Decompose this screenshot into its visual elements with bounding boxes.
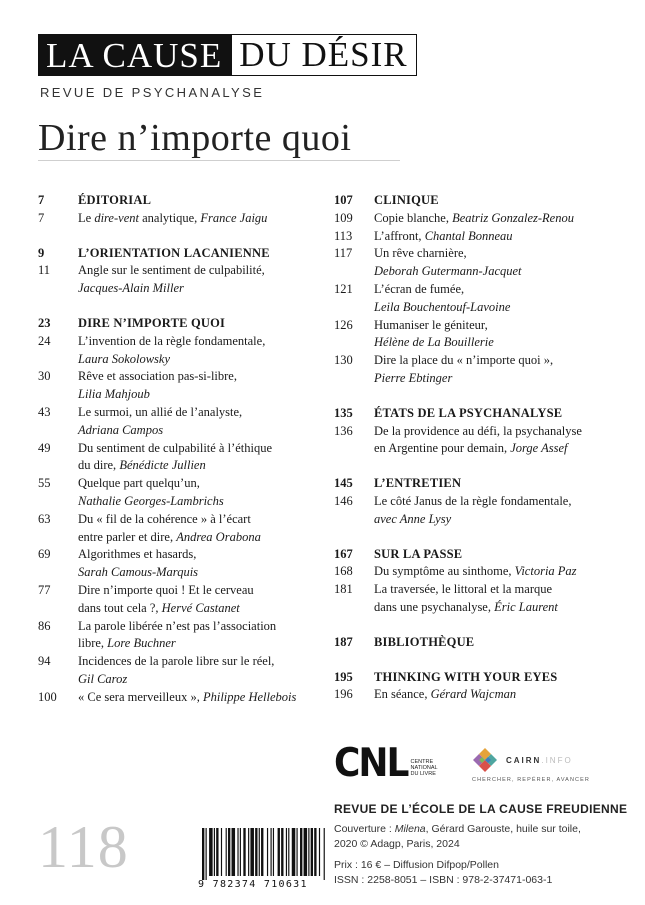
entry-text bbox=[374, 493, 630, 529]
entry-title-text: Algorithmes et hasards, bbox=[78, 547, 197, 562]
entry-title-part: analytique, bbox=[138, 210, 201, 225]
barcode-bar bbox=[214, 828, 215, 876]
masthead bbox=[38, 34, 417, 76]
barcode-bar bbox=[308, 828, 309, 876]
toc-entry bbox=[334, 281, 630, 317]
section-page-number: 9 bbox=[38, 245, 45, 260]
entry-title-text: Incidences de la parole libre sur le réel, bbox=[78, 654, 275, 669]
entry-page-number: 94 bbox=[38, 654, 51, 669]
toc-entry bbox=[38, 653, 328, 689]
entry-text bbox=[374, 245, 630, 281]
entry-title-line bbox=[374, 317, 630, 335]
toc-entry bbox=[334, 423, 630, 459]
masthead-title-dark: LA CAUSE bbox=[38, 34, 231, 76]
entry-page-number: 146 bbox=[334, 493, 353, 508]
toc-entry bbox=[334, 228, 630, 246]
issue-title: Dire n’importe quoi bbox=[38, 117, 352, 159]
entry-text bbox=[78, 653, 328, 689]
barcode-bar bbox=[232, 828, 236, 876]
entry-title-line bbox=[78, 333, 328, 351]
cnl-logo-text: CENTRE NATIONAL DU LIVRE bbox=[410, 759, 438, 777]
section-page-number: 107 bbox=[334, 193, 353, 207]
entry-text bbox=[78, 210, 328, 228]
toc-entry bbox=[38, 689, 328, 707]
entry-title-part: Le bbox=[78, 210, 95, 225]
barcode-bar bbox=[304, 828, 308, 876]
entry-title-line bbox=[374, 686, 630, 704]
entry-title-line bbox=[78, 635, 328, 653]
entry-page-number: 181 bbox=[334, 582, 353, 597]
toc-section-heading bbox=[334, 405, 630, 423]
entry-title-line bbox=[78, 475, 328, 493]
section-title: BIBLIOTHÈQUE bbox=[374, 634, 475, 649]
entry-page-number: 100 bbox=[38, 689, 57, 704]
entry-title-text: Angle sur le sentiment de culpabilité, bbox=[78, 263, 265, 278]
masthead-subtitle: REVUE DE PSYCHANALYSE bbox=[40, 85, 265, 100]
toc-section-heading bbox=[334, 669, 630, 687]
entry-text bbox=[78, 618, 328, 654]
entry-title-text: dans une psychanalyse, bbox=[374, 599, 495, 614]
entry-title-text: Du « fil de la cohérence » à l’écart bbox=[78, 511, 251, 526]
toc-left-column bbox=[38, 192, 328, 724]
publisher-info bbox=[334, 802, 634, 888]
toc-section-heading bbox=[334, 475, 630, 493]
entry-title-text: Humaniser le géniteur, bbox=[374, 317, 488, 332]
section-title: ÉTATS DE LA PSYCHANALYSE bbox=[374, 405, 563, 420]
entry-title-line bbox=[78, 546, 328, 564]
barcode-bar bbox=[278, 828, 280, 876]
entry-text bbox=[78, 511, 328, 547]
entry-author: avec Anne Lysy bbox=[374, 511, 452, 526]
issn-isbn-line: ISSN : 2258-8051 – ISBN : 978-2-37471-063-1 bbox=[334, 874, 553, 886]
barcode-bar bbox=[271, 828, 272, 876]
barcode-bar bbox=[248, 828, 249, 876]
toc-entry bbox=[334, 581, 630, 617]
cover-credit-line2: 2020 © Adagp, Paris, 2024 bbox=[334, 838, 460, 850]
cnl-logo bbox=[334, 740, 438, 786]
toc-entry bbox=[334, 493, 630, 529]
entry-author: Laura Sokolowsky bbox=[78, 351, 171, 366]
cnl-logo-mark: CNL bbox=[334, 740, 408, 786]
entry-title-text: dans tout cela ?, bbox=[78, 600, 162, 615]
entry-text bbox=[78, 404, 328, 440]
entry-title-line bbox=[374, 563, 630, 581]
toc-section bbox=[334, 475, 630, 528]
barcode-bar bbox=[273, 828, 274, 876]
barcode-bar bbox=[261, 828, 263, 876]
entry-text bbox=[374, 228, 630, 246]
entry-title-line bbox=[78, 511, 328, 529]
entry-page-number: 196 bbox=[334, 687, 353, 702]
cover-credit: Couverture : Milena, Gérard Garouste, huile sur toile, bbox=[334, 823, 581, 835]
barcode-bar bbox=[216, 828, 218, 876]
entry-title-line bbox=[374, 493, 630, 511]
toc-entry bbox=[38, 333, 328, 369]
entry-page-number: 69 bbox=[38, 547, 51, 562]
barcode-image bbox=[202, 828, 326, 880]
price-line: Prix : 16 € – Diffusion Difpop/Pollen bbox=[334, 859, 499, 871]
entry-title-line bbox=[78, 457, 328, 475]
entry-title-text: Le surmoi, un allié de l’analyste, bbox=[78, 404, 243, 419]
entry-title-line bbox=[78, 689, 328, 707]
toc-section-heading bbox=[334, 634, 630, 652]
section-page-number: 187 bbox=[334, 634, 353, 649]
toc-section bbox=[334, 634, 630, 652]
barcode-number: 9 782374 710631 bbox=[198, 879, 308, 890]
entry-author: Bénédicte Jullien bbox=[119, 458, 206, 473]
entry-author: Pierre Ebtinger bbox=[374, 370, 453, 385]
entry-title-text: du dire, bbox=[78, 458, 120, 473]
entry-title-text: Quelque part quelqu’un, bbox=[78, 476, 200, 491]
barcode-bar bbox=[255, 828, 257, 876]
entry-author: Andrea Orabona bbox=[176, 529, 261, 544]
entry-author: Nathalie Georges-Lambrichs bbox=[78, 493, 224, 508]
toc-entry bbox=[38, 262, 328, 298]
entry-page-number: 7 bbox=[38, 210, 45, 225]
toc-entry bbox=[334, 352, 630, 388]
barcode-bar bbox=[206, 828, 207, 880]
barcode-bar bbox=[288, 828, 289, 876]
toc-entry bbox=[38, 582, 328, 618]
entry-page-number: 24 bbox=[38, 333, 51, 348]
toc-entry bbox=[334, 210, 630, 228]
entry-text bbox=[78, 546, 328, 582]
entry-text bbox=[374, 281, 630, 317]
entry-page-number: 113 bbox=[334, 228, 353, 243]
toc-entry bbox=[38, 404, 328, 440]
entry-page-number: 109 bbox=[334, 210, 353, 225]
entry-page-number: 121 bbox=[334, 281, 353, 296]
barcode-bar bbox=[311, 828, 313, 876]
entry-title-text: entre parler et dire, bbox=[78, 529, 177, 544]
toc-section-heading bbox=[38, 315, 328, 333]
entry-text bbox=[78, 262, 328, 298]
entry-title-line bbox=[78, 653, 328, 671]
entry-author: Gérard Wajcman bbox=[430, 687, 517, 702]
barcode-bar bbox=[202, 828, 204, 880]
toc-section bbox=[38, 192, 328, 228]
entry-title-line bbox=[374, 599, 630, 617]
entry-title-text: La parole libérée n’est pas l’association bbox=[78, 618, 277, 633]
entry-text bbox=[374, 423, 630, 459]
barcode-bar bbox=[237, 828, 238, 876]
toc-section bbox=[334, 192, 630, 388]
entry-title-line bbox=[374, 581, 630, 599]
toc-section-heading bbox=[38, 245, 328, 263]
toc-entry bbox=[334, 563, 630, 581]
entry-title-line bbox=[374, 210, 630, 228]
entry-page-number: 30 bbox=[38, 369, 51, 384]
masthead-title-light: DU DÉSIR bbox=[231, 34, 416, 76]
entry-title-line bbox=[374, 352, 630, 370]
toc-entry bbox=[334, 245, 630, 281]
entry-page-number: 49 bbox=[38, 440, 51, 455]
section-page-number: 23 bbox=[38, 315, 51, 330]
entry-text bbox=[78, 368, 328, 404]
entry-title-text: Dire n’importe quoi ! Et le cerveau bbox=[78, 582, 254, 597]
toc-entry bbox=[38, 368, 328, 404]
entry-author: Leila Bouchentouf-Lavoine bbox=[374, 299, 511, 314]
toc-section bbox=[334, 669, 630, 705]
barcode-bar bbox=[296, 828, 297, 876]
journal-name: REVUE DE L’ÉCOLE DE LA CAUSE FREUDIENNE bbox=[334, 802, 628, 816]
section-title: L’ENTRETIEN bbox=[374, 476, 462, 491]
section-title: THINKING WITH YOUR EYES bbox=[374, 669, 558, 684]
toc-entry bbox=[38, 440, 328, 476]
entry-title-text: « Ce sera merveilleux », bbox=[78, 689, 203, 704]
entry-title-line bbox=[374, 228, 630, 246]
toc-entry bbox=[38, 475, 328, 511]
issue-number: 118 bbox=[38, 814, 129, 880]
entry-title-line bbox=[78, 529, 328, 547]
entry-title-text: La traversée, le littoral et la marque bbox=[374, 582, 553, 597]
entry-author: Hélène de La Bouillerie bbox=[374, 335, 494, 350]
entry-author: Gil Caroz bbox=[78, 671, 128, 686]
entry-text bbox=[374, 352, 630, 388]
toc-section bbox=[334, 546, 630, 617]
toc-entry bbox=[38, 546, 328, 582]
section-title: CLINIQUE bbox=[374, 193, 439, 207]
barcode-bar bbox=[250, 828, 254, 876]
entry-page-number: 126 bbox=[334, 317, 353, 332]
barcode-bar bbox=[209, 828, 213, 876]
cairn-tagline: CHERCHER, REPÉRER, AVANCER bbox=[472, 777, 590, 783]
entry-title-line bbox=[78, 618, 328, 636]
section-page-number: 7 bbox=[38, 193, 45, 207]
entry-page-number: 11 bbox=[38, 263, 51, 278]
entry-title-text: Copie blanche, bbox=[374, 210, 453, 225]
entry-text bbox=[374, 317, 630, 353]
barcode-bar bbox=[300, 828, 302, 876]
toc-entry bbox=[334, 686, 630, 704]
entry-text bbox=[78, 582, 328, 618]
entry-author: Adriana Campos bbox=[78, 422, 164, 437]
toc-section bbox=[334, 405, 630, 458]
entry-author: Chantal Bonneau bbox=[424, 228, 513, 243]
barcode-bar bbox=[267, 828, 268, 876]
entry-title-line bbox=[78, 440, 328, 458]
entry-page-number: 43 bbox=[38, 404, 51, 419]
entry-text bbox=[78, 689, 328, 707]
entry-author: Victoria Paz bbox=[514, 564, 577, 579]
barcode-bar bbox=[281, 828, 283, 876]
entry-author: Sarah Camous-Marquis bbox=[78, 565, 199, 580]
barcode-bar bbox=[324, 828, 325, 880]
barcode-bar bbox=[259, 828, 260, 876]
toc-entry bbox=[38, 618, 328, 654]
cairn-diamond-icon bbox=[472, 747, 498, 773]
entry-page-number: 168 bbox=[334, 564, 353, 579]
entry-author: Hervé Castanet bbox=[161, 600, 240, 615]
entry-page-number: 55 bbox=[38, 476, 51, 491]
toc-section-heading bbox=[38, 192, 328, 210]
toc-section bbox=[38, 245, 328, 298]
barcode-bar bbox=[286, 828, 287, 876]
entry-page-number: 136 bbox=[334, 423, 353, 438]
barcode-bar bbox=[292, 828, 296, 876]
section-title: DIRE N’IMPORTE QUOI bbox=[78, 315, 226, 330]
barcode-bar bbox=[314, 828, 316, 876]
section-title: SUR LA PASSE bbox=[374, 546, 463, 561]
entry-title-italic: dire-vent bbox=[94, 210, 139, 225]
entry-title-text: L’affront, bbox=[374, 228, 425, 243]
entry-title-text: Le côté Janus de la règle fondamentale, bbox=[374, 493, 572, 508]
title-divider bbox=[38, 160, 400, 161]
toc-section-heading bbox=[334, 192, 630, 210]
entry-text bbox=[374, 686, 630, 704]
entry-title-line bbox=[374, 423, 630, 441]
entry-title-text: Du symptôme au sinthome, bbox=[374, 564, 515, 579]
entry-text bbox=[374, 563, 630, 581]
entry-author: Jacques-Alain Miller bbox=[78, 281, 184, 296]
toc-section-heading bbox=[334, 546, 630, 564]
entry-author: Éric Laurent bbox=[494, 599, 558, 614]
entry-page-number: 130 bbox=[334, 353, 353, 368]
entry-author: Jorge Assef bbox=[510, 441, 568, 456]
entry-author: Philippe Hellebois bbox=[202, 689, 297, 704]
entry-title-text: L’écran de fumée, bbox=[374, 281, 465, 296]
entry-text bbox=[78, 475, 328, 511]
barcode-bar bbox=[243, 828, 245, 876]
toc-right-column bbox=[334, 192, 630, 721]
entry-text bbox=[78, 440, 328, 476]
entry-title-line bbox=[78, 582, 328, 600]
entry-title-text: Du sentiment de culpabilité à l’éthique bbox=[78, 440, 273, 455]
entry-title-line bbox=[374, 281, 630, 299]
cairn-logo bbox=[472, 747, 630, 783]
entry-author: Lore Buchner bbox=[107, 636, 176, 651]
entry-author: Deborah Gutermann-Jacquet bbox=[374, 264, 522, 279]
entry-title-text: L’invention de la règle fondamentale, bbox=[78, 333, 266, 348]
section-page-number: 145 bbox=[334, 476, 353, 491]
logos-area bbox=[334, 740, 630, 795]
entry-page-number: 117 bbox=[334, 246, 353, 261]
entry-title-text: Un rêve charnière, bbox=[374, 246, 467, 261]
entry-text bbox=[374, 581, 630, 617]
barcode-bar bbox=[319, 828, 320, 876]
barcode-bar bbox=[228, 828, 230, 876]
entry-author: France Jaigu bbox=[200, 210, 268, 225]
cairn-name: CAIRN.INFO bbox=[506, 755, 573, 765]
entry-title-text: libre, bbox=[78, 636, 108, 651]
toc-entry bbox=[38, 210, 328, 228]
entry-title-line bbox=[78, 262, 328, 280]
entry-title-text: en Argentine pour demain, bbox=[374, 441, 511, 456]
entry-title-line bbox=[374, 440, 630, 458]
toc-entry bbox=[38, 511, 328, 547]
entry-page-number: 63 bbox=[38, 511, 51, 526]
entry-title-line bbox=[78, 600, 328, 618]
entry-title-text: Dire la place du « n’importe quoi », bbox=[374, 353, 554, 368]
barcode-bar bbox=[240, 828, 241, 876]
entry-title-text: En séance, bbox=[374, 687, 431, 702]
section-title: L’ORIENTATION LACANIENNE bbox=[78, 245, 270, 260]
entry-text bbox=[78, 333, 328, 369]
toc-section bbox=[38, 315, 328, 707]
toc-entry bbox=[334, 317, 630, 353]
section-page-number: 135 bbox=[334, 405, 353, 420]
section-title: ÉDITORIAL bbox=[78, 193, 152, 207]
entry-author: Beatriz Gonzalez-Renou bbox=[452, 210, 574, 225]
entry-title-line bbox=[78, 368, 328, 386]
entry-text bbox=[374, 210, 630, 228]
entry-title-line bbox=[374, 245, 630, 263]
barcode-bar bbox=[226, 828, 227, 876]
section-page-number: 167 bbox=[334, 546, 353, 561]
entry-page-number: 77 bbox=[38, 582, 51, 597]
section-page-number: 195 bbox=[334, 669, 353, 684]
entry-title-text: De la providence au défi, la psychanalyse bbox=[374, 423, 582, 438]
entry-title-line bbox=[78, 210, 328, 228]
entry-page-number: 86 bbox=[38, 618, 51, 633]
barcode-bar bbox=[221, 828, 222, 876]
entry-author: Lilia Mahjoub bbox=[78, 387, 150, 402]
entry-title-line bbox=[78, 404, 328, 422]
entry-title-text: Rêve et association pas-si-libre, bbox=[78, 369, 237, 384]
